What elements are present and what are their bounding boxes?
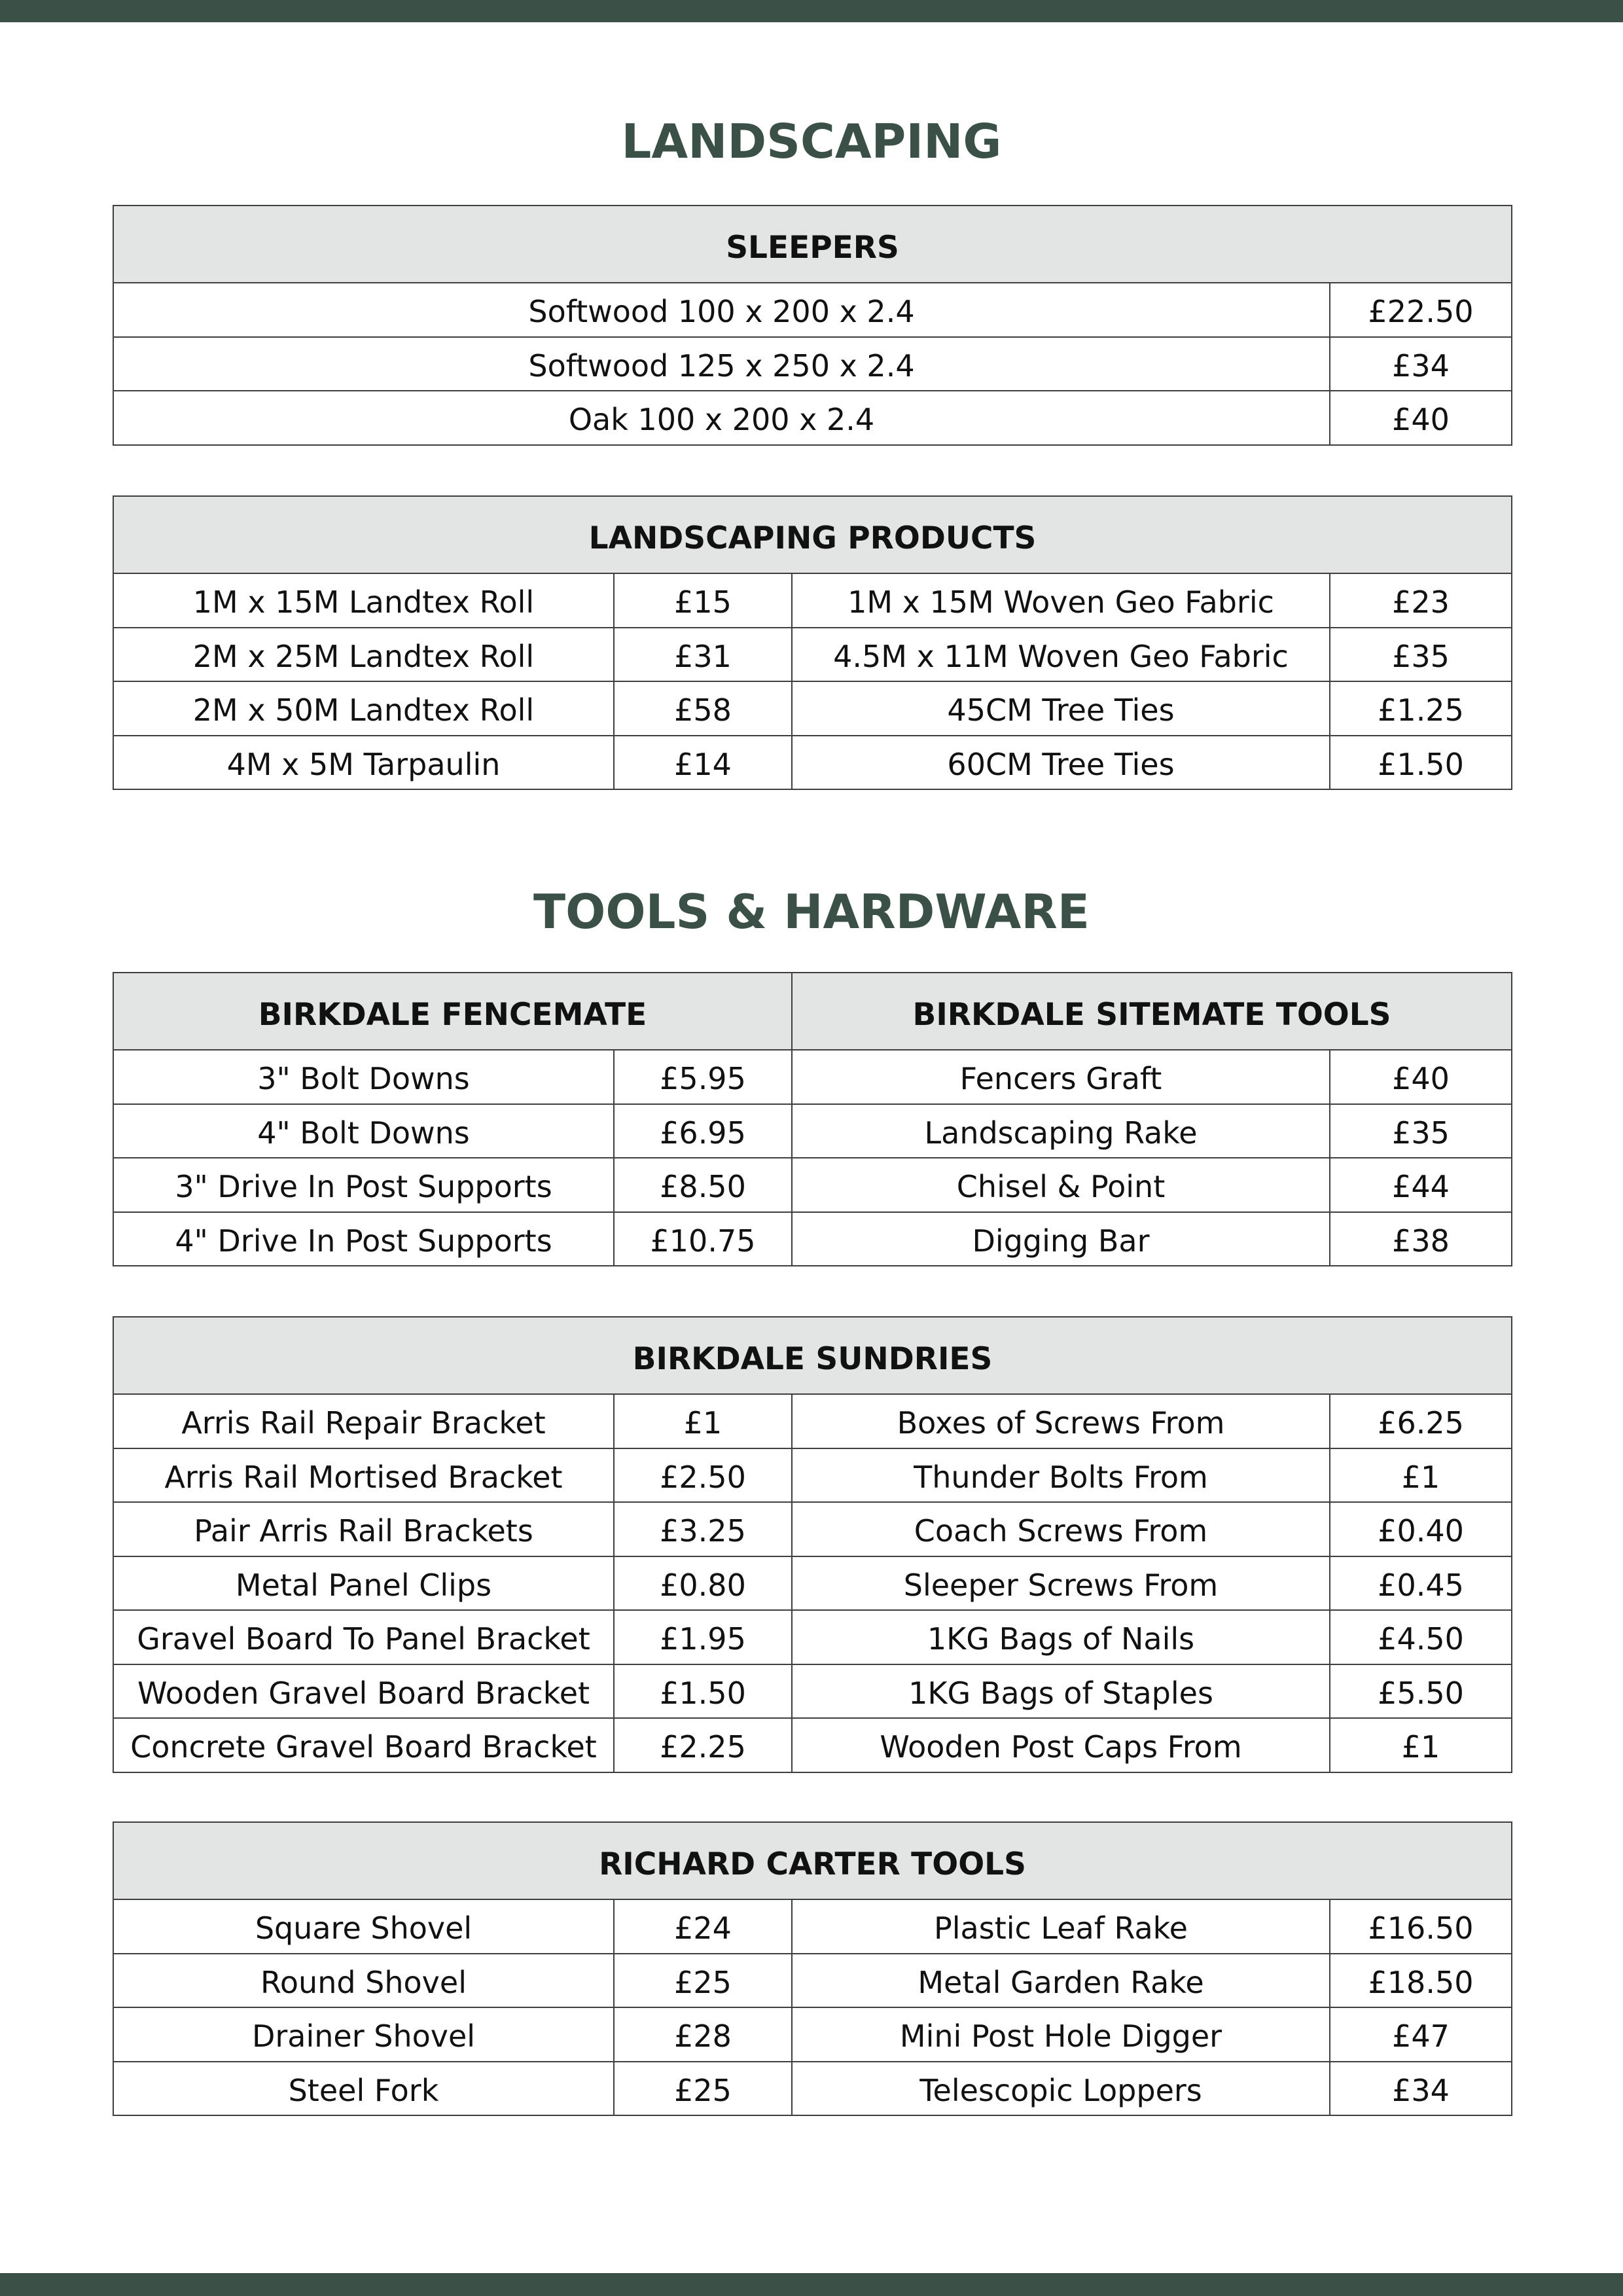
- item-price: £1.95: [614, 1610, 792, 1664]
- item-name: Metal Garden Rake: [792, 1954, 1330, 2008]
- item-price: £38: [1330, 1212, 1512, 1266]
- item-price: £23: [1330, 573, 1512, 628]
- item-name: 4" Bolt Downs: [113, 1104, 614, 1158]
- item-price: £28: [614, 2007, 792, 2062]
- table-row: [113, 628, 1512, 682]
- fencemate-header: BIRKDALE FENCEMATE: [113, 973, 792, 1050]
- tools-hardware-heading: TOOLS & HARDWARE: [533, 884, 1090, 939]
- table-row: [113, 1212, 1512, 1266]
- item-name: 4M x 5M Tarpaulin: [113, 736, 614, 790]
- table-row: [113, 1158, 1512, 1212]
- item-price: £1: [1330, 1448, 1512, 1503]
- item-price: £8.50: [614, 1158, 792, 1212]
- item-price: £34: [1330, 337, 1512, 391]
- table-row: [113, 1899, 1512, 1954]
- item-price: £2.25: [614, 1718, 792, 1772]
- item-name: 3" Bolt Downs: [113, 1050, 614, 1104]
- sitemate-header: BIRKDALE SITEMATE TOOLS: [792, 973, 1512, 1050]
- item-name: Softwood 125 x 250 x 2.4: [113, 337, 1330, 391]
- item-price: £1.50: [614, 1664, 792, 1719]
- item-name: Round Shovel: [113, 1954, 614, 2008]
- item-name: Arris Rail Repair Bracket: [113, 1394, 614, 1448]
- richard-carter-header: RICHARD CARTER TOOLS: [113, 1822, 1512, 1899]
- item-price: £0.40: [1330, 1502, 1512, 1556]
- item-price: £1.25: [1330, 681, 1512, 736]
- item-name: 45CM Tree Ties: [792, 681, 1330, 736]
- item-price: £4.50: [1330, 1610, 1512, 1664]
- item-price: £0.80: [614, 1556, 792, 1611]
- item-price: £15: [614, 573, 792, 628]
- item-price: £5.95: [614, 1050, 792, 1104]
- item-name: 3" Drive In Post Supports: [113, 1158, 614, 1212]
- item-price: £1.50: [1330, 736, 1512, 790]
- item-name: 1KG Bags of Staples: [792, 1664, 1330, 1719]
- item-price: £14: [614, 736, 792, 790]
- item-name: Arris Rail Mortised Bracket: [113, 1448, 614, 1503]
- table-row: [113, 1104, 1512, 1158]
- item-name: Landscaping Rake: [792, 1104, 1330, 1158]
- item-price: £22.50: [1330, 283, 1512, 337]
- item-price: £58: [614, 681, 792, 736]
- item-price: £2.50: [614, 1448, 792, 1503]
- item-name: Telescopic Loppers: [792, 2062, 1330, 2116]
- item-price: £5.50: [1330, 1664, 1512, 1719]
- item-name: Concrete Gravel Board Bracket: [113, 1718, 614, 1772]
- item-name: Digging Bar: [792, 1212, 1330, 1266]
- item-name: Drainer Shovel: [113, 2007, 614, 2062]
- item-price: £35: [1330, 1104, 1512, 1158]
- table-row: [113, 736, 1512, 790]
- landscaping-products-table: [113, 495, 1512, 790]
- item-name: 4" Drive In Post Supports: [113, 1212, 614, 1266]
- item-name: 1M x 15M Landtex Roll: [113, 573, 614, 628]
- item-name: Plastic Leaf Rake: [792, 1899, 1330, 1954]
- item-price: £35: [1330, 628, 1512, 682]
- item-name: Gravel Board To Panel Bracket: [113, 1610, 614, 1664]
- item-name: 2M x 25M Landtex Roll: [113, 628, 614, 682]
- table-row: [113, 2062, 1512, 2116]
- table-row: [113, 1050, 1512, 1104]
- item-name: Softwood 100 x 200 x 2.4: [113, 283, 1330, 337]
- sundries-header: BIRKDALE SUNDRIES: [113, 1317, 1512, 1394]
- item-name: Sleeper Screws From: [792, 1556, 1330, 1611]
- landscaping-products-header: LANDSCAPING PRODUCTS: [113, 496, 1512, 573]
- item-name: Wooden Post Caps From: [792, 1718, 1330, 1772]
- item-price: £6.25: [1330, 1394, 1512, 1448]
- item-price: £0.45: [1330, 1556, 1512, 1611]
- item-name: Square Shovel: [113, 1899, 614, 1954]
- item-price: £34: [1330, 2062, 1512, 2116]
- item-price: £1: [614, 1394, 792, 1448]
- item-name: Pair Arris Rail Brackets: [113, 1502, 614, 1556]
- item-price: £44: [1330, 1158, 1512, 1212]
- item-price: £47: [1330, 2007, 1512, 2062]
- item-name: Metal Panel Clips: [113, 1556, 614, 1611]
- item-name: 2M x 50M Landtex Roll: [113, 681, 614, 736]
- table-row: [113, 283, 1512, 337]
- landscaping-heading: LANDSCAPING: [621, 114, 1002, 169]
- table-row: [113, 2007, 1512, 2062]
- table-row: [113, 1610, 1512, 1664]
- item-price: £16.50: [1330, 1899, 1512, 1954]
- item-price: £31: [614, 628, 792, 682]
- table-row: [113, 1556, 1512, 1611]
- item-price: £25: [614, 1954, 792, 2008]
- table-row: [113, 391, 1512, 445]
- item-name: 4.5M x 11M Woven Geo Fabric: [792, 628, 1330, 682]
- fencemate-sitemate-table: [113, 972, 1512, 1266]
- item-price: £40: [1330, 391, 1512, 445]
- table-row: [113, 1664, 1512, 1719]
- item-price: £25: [614, 2062, 792, 2116]
- item-price: £1: [1330, 1718, 1512, 1772]
- item-name: Boxes of Screws From: [792, 1394, 1330, 1448]
- item-name: 1M x 15M Woven Geo Fabric: [792, 573, 1330, 628]
- item-price: £3.25: [614, 1502, 792, 1556]
- table-row: [113, 1394, 1512, 1448]
- item-price: £6.95: [614, 1104, 792, 1158]
- table-row: [113, 1954, 1512, 2008]
- item-price: £24: [614, 1899, 792, 1954]
- sleepers-table-header: SLEEPERS: [113, 206, 1512, 283]
- bottom-accent-bar: [0, 2273, 1623, 2296]
- item-name: Fencers Graft: [792, 1050, 1330, 1104]
- item-name: Oak 100 x 200 x 2.4: [113, 391, 1330, 445]
- item-name: Mini Post Hole Digger: [792, 2007, 1330, 2062]
- item-name: 60CM Tree Ties: [792, 736, 1330, 790]
- table-row: [113, 337, 1512, 391]
- item-name: Wooden Gravel Board Bracket: [113, 1664, 614, 1719]
- item-name: Steel Fork: [113, 2062, 614, 2116]
- top-accent-bar: [0, 0, 1623, 22]
- item-price: £40: [1330, 1050, 1512, 1104]
- table-row: [113, 1448, 1512, 1503]
- item-name: Thunder Bolts From: [792, 1448, 1330, 1503]
- richard-carter-tools-table: [113, 1821, 1512, 2116]
- item-price: £18.50: [1330, 1954, 1512, 2008]
- item-price: £10.75: [614, 1212, 792, 1266]
- table-row: [113, 1502, 1512, 1556]
- item-name: Chisel & Point: [792, 1158, 1330, 1212]
- table-row: [113, 681, 1512, 736]
- item-name: 1KG Bags of Nails: [792, 1610, 1330, 1664]
- sleepers-table: [113, 205, 1512, 446]
- table-row: [113, 573, 1512, 628]
- item-name: Coach Screws From: [792, 1502, 1330, 1556]
- table-row: [113, 1718, 1512, 1772]
- sundries-table: [113, 1316, 1512, 1773]
